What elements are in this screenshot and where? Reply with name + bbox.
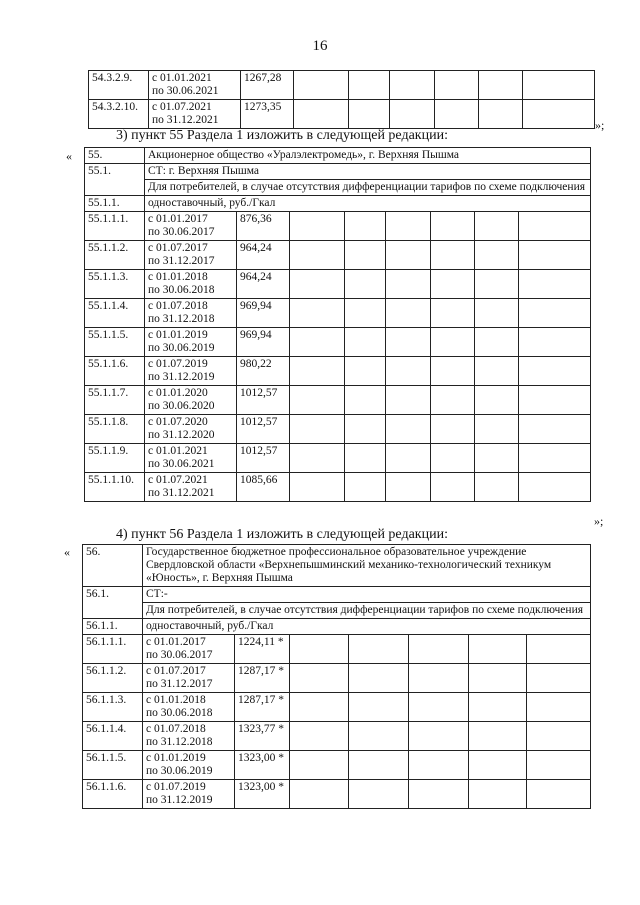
- section-4-heading: 4) пункт 56 Раздела 1 изложить в следующей редакции:: [116, 527, 448, 542]
- row-period: [145, 270, 237, 299]
- row-code: 56.1.1.6.: [83, 780, 143, 809]
- table-row: [85, 444, 591, 473]
- empty-cell: [431, 415, 475, 444]
- period-start: с 01.07.2020: [148, 416, 208, 428]
- period-end: по 31.12.2018: [146, 736, 213, 748]
- empty-cell: [345, 415, 386, 444]
- tariff-table-54: [88, 70, 595, 129]
- empty-cell: [290, 328, 345, 357]
- empty-cell: [349, 722, 409, 751]
- empty-cell: [290, 751, 349, 780]
- empty-cell: [345, 357, 386, 386]
- empty-cell: [345, 473, 386, 502]
- empty-cell: [431, 270, 475, 299]
- empty-cell: [345, 241, 386, 270]
- empty-cell: [290, 780, 349, 809]
- empty-cell: [345, 328, 386, 357]
- empty-cell: [390, 71, 435, 100]
- empty-cell: [431, 299, 475, 328]
- empty-cell: [386, 357, 431, 386]
- empty-cell: [290, 444, 345, 473]
- st-text: СТ: г. Верхняя Пышма: [145, 164, 591, 180]
- empty-cell: [527, 693, 591, 722]
- empty-cell: [349, 664, 409, 693]
- row-period: [143, 664, 235, 693]
- empty-cell: [527, 780, 591, 809]
- row-code: 56.1.1.5.: [83, 751, 143, 780]
- table-row: [85, 473, 591, 502]
- empty-cell: [290, 270, 345, 299]
- st-row: [85, 164, 591, 180]
- row-period: [143, 635, 235, 664]
- row-value: 1273,35: [241, 100, 294, 129]
- row-period: [149, 71, 241, 100]
- period-start: с 01.01.2020: [148, 387, 208, 399]
- empty-cell: [519, 328, 591, 357]
- rate-row: [85, 196, 591, 212]
- row-code: 55.1.1.3.: [85, 270, 145, 299]
- row-value: 1267,28: [241, 71, 294, 100]
- org-name: Государственное бюджетное профессиональное образовательное учреждение Свердловской области «Верхнепышминский механико-технологический техникум «Юность», г. Верхняя Пышма: [143, 545, 591, 587]
- row-value: 876,36: [237, 212, 290, 241]
- empty-cell: [386, 241, 431, 270]
- closing-quote-54: »;: [595, 118, 605, 132]
- row-period: [145, 357, 237, 386]
- table-row: [89, 100, 595, 129]
- row-value: 1224,11 *: [235, 635, 290, 664]
- empty-cell: [386, 328, 431, 357]
- empty-cell: [475, 241, 519, 270]
- table-row: [83, 751, 591, 780]
- row-value: 969,94: [237, 328, 290, 357]
- empty-cell: [349, 693, 409, 722]
- empty-cell: [386, 299, 431, 328]
- row-code: 55.1.1.4.: [85, 299, 145, 328]
- empty-cell: [431, 473, 475, 502]
- empty-cell: [475, 270, 519, 299]
- table-row: [85, 299, 591, 328]
- period-end: по 30.06.2018: [146, 707, 213, 719]
- empty-cell: [431, 444, 475, 473]
- empty-cell: [349, 751, 409, 780]
- empty-cell: [527, 664, 591, 693]
- empty-cell: [345, 444, 386, 473]
- empty-cell: [386, 212, 431, 241]
- row-code: 55.1.1.5.: [85, 328, 145, 357]
- empty-cell: [519, 415, 591, 444]
- page-number: 16: [312, 38, 328, 54]
- row-period: [145, 473, 237, 502]
- opening-quote-55: «: [66, 149, 72, 163]
- empty-cell: [349, 780, 409, 809]
- empty-cell: [475, 357, 519, 386]
- period-end: по 31.12.2019: [146, 794, 213, 806]
- period-end: по 31.12.2019: [148, 371, 215, 383]
- empty-cell: [469, 780, 527, 809]
- empty-cell: [290, 299, 345, 328]
- empty-cell: [386, 444, 431, 473]
- empty-cell: [469, 664, 527, 693]
- row-value: 969,94: [237, 299, 290, 328]
- period-start: с 01.01.2018: [148, 271, 208, 283]
- table-row: [83, 693, 591, 722]
- table-row: [85, 212, 591, 241]
- consumers-row: [85, 180, 591, 196]
- empty-cell: [290, 722, 349, 751]
- empty-cell: [290, 241, 345, 270]
- empty-cell: [349, 71, 390, 100]
- empty-cell: [345, 299, 386, 328]
- empty-cell: [345, 212, 386, 241]
- empty-cell: [345, 386, 386, 415]
- period-start: с 01.01.2017: [146, 636, 206, 648]
- table-row: [83, 664, 591, 693]
- empty-cell: [469, 751, 527, 780]
- period-end: по 30.06.2021: [152, 85, 219, 97]
- org-row: [83, 545, 591, 587]
- period-start: с 01.07.2018: [146, 723, 206, 735]
- empty-cell: [527, 635, 591, 664]
- st-code: 56.1.: [83, 587, 143, 619]
- period-start: с 01.07.2017: [148, 242, 208, 254]
- empty-cell: [519, 386, 591, 415]
- empty-cell: [431, 241, 475, 270]
- row-value: 1287,17 *: [235, 664, 290, 693]
- table-row: [85, 270, 591, 299]
- row-value: 1323,00 *: [235, 780, 290, 809]
- period-end: по 31.12.2021: [148, 487, 215, 499]
- row-code: 55.1.1.10.: [85, 473, 145, 502]
- empty-cell: [386, 270, 431, 299]
- empty-cell: [290, 357, 345, 386]
- row-code: 56.1.1.4.: [83, 722, 143, 751]
- empty-cell: [475, 328, 519, 357]
- row-value: 1085,66: [237, 473, 290, 502]
- row-period: [143, 722, 235, 751]
- org-row: [85, 148, 591, 164]
- empty-cell: [523, 71, 595, 100]
- rate-text: одноставочный, руб./Гкал: [143, 619, 591, 635]
- table-row: [85, 241, 591, 270]
- closing-quote-55: »;: [594, 514, 604, 528]
- st-text: СТ:-: [143, 587, 591, 603]
- st-code: 55.1.: [85, 164, 145, 196]
- period-start: с 01.07.2021: [148, 474, 208, 486]
- empty-cell: [386, 473, 431, 502]
- period-end: по 30.06.2021: [148, 458, 215, 470]
- period-end: по 31.12.2020: [148, 429, 215, 441]
- tariff-table-55: [84, 147, 591, 502]
- org-code: 55.: [85, 148, 145, 164]
- empty-cell: [469, 693, 527, 722]
- empty-cell: [431, 357, 475, 386]
- period-end: по 31.12.2018: [148, 313, 215, 325]
- row-value: 1012,57: [237, 386, 290, 415]
- row-code: 55.1.1.8.: [85, 415, 145, 444]
- table-row: [85, 328, 591, 357]
- empty-cell: [479, 71, 523, 100]
- row-value: 1323,00 *: [235, 751, 290, 780]
- org-name: Акционерное общество «Уралэлектромедь», г. Верхняя Пышма: [145, 148, 591, 164]
- empty-cell: [349, 100, 390, 129]
- row-period: [143, 693, 235, 722]
- consumers-text: Для потребителей, в случае отсутствия дифференциации тарифов по схеме подключения: [143, 603, 591, 619]
- row-period: [143, 780, 235, 809]
- row-period: [145, 299, 237, 328]
- empty-cell: [386, 386, 431, 415]
- table-row: [85, 415, 591, 444]
- section-3-heading: 3) пункт 55 Раздела 1 изложить в следующей редакции:: [116, 128, 448, 143]
- period-start: с 01.01.2021: [148, 445, 208, 457]
- period-start: с 01.01.2019: [146, 752, 206, 764]
- row-period: [149, 100, 241, 129]
- rate-code: 55.1.1.: [85, 196, 145, 212]
- table-row: [83, 780, 591, 809]
- row-period: [145, 444, 237, 473]
- row-code: 54.3.2.9.: [89, 71, 149, 100]
- table-row: [89, 71, 595, 100]
- row-value: 1287,17 *: [235, 693, 290, 722]
- row-code: 56.1.1.2.: [83, 664, 143, 693]
- empty-cell: [523, 100, 595, 129]
- consumers-text: Для потребителей, в случае отсутствия дифференциации тарифов по схеме подключения: [145, 180, 591, 196]
- period-start: с 01.01.2019: [148, 329, 208, 341]
- row-value: 964,24: [237, 270, 290, 299]
- empty-cell: [290, 386, 345, 415]
- empty-cell: [475, 299, 519, 328]
- row-period: [145, 241, 237, 270]
- period-start: с 01.01.2018: [146, 694, 206, 706]
- empty-cell: [290, 635, 349, 664]
- empty-cell: [519, 299, 591, 328]
- empty-cell: [290, 664, 349, 693]
- row-period: [145, 386, 237, 415]
- period-start: с 01.07.2017: [146, 665, 206, 677]
- period-end: по 30.06.2019: [146, 765, 213, 777]
- row-period: [143, 751, 235, 780]
- period-end: по 30.06.2017: [148, 226, 215, 238]
- row-code: 54.3.2.10.: [89, 100, 149, 129]
- empty-cell: [435, 71, 479, 100]
- row-period: [145, 212, 237, 241]
- empty-cell: [409, 693, 469, 722]
- empty-cell: [386, 415, 431, 444]
- period-start: с 01.07.2019: [148, 358, 208, 370]
- rate-text: одноставочный, руб./Гкал: [145, 196, 591, 212]
- empty-cell: [519, 473, 591, 502]
- st-row: [83, 587, 591, 603]
- period-end: по 30.06.2020: [148, 400, 215, 412]
- row-code: 55.1.1.7.: [85, 386, 145, 415]
- rate-row: [83, 619, 591, 635]
- row-code: 56.1.1.1.: [83, 635, 143, 664]
- table-row: [85, 386, 591, 415]
- period-end: по 31.12.2017: [148, 255, 215, 267]
- empty-cell: [290, 415, 345, 444]
- row-value: 1323,77 *: [235, 722, 290, 751]
- empty-cell: [519, 241, 591, 270]
- row-value: 1012,57: [237, 415, 290, 444]
- empty-cell: [294, 71, 349, 100]
- empty-cell: [294, 100, 349, 129]
- empty-cell: [290, 212, 345, 241]
- empty-cell: [290, 473, 345, 502]
- tariff-table-56: [82, 544, 591, 809]
- opening-quote-56: «: [64, 545, 70, 559]
- empty-cell: [435, 100, 479, 129]
- empty-cell: [469, 722, 527, 751]
- period-start: с 01.01.2017: [148, 213, 208, 225]
- empty-cell: [409, 751, 469, 780]
- period-start: с 01.07.2021: [152, 101, 212, 113]
- table-row: [83, 722, 591, 751]
- empty-cell: [409, 664, 469, 693]
- consumers-row: [83, 603, 591, 619]
- period-end: по 31.12.2017: [146, 678, 213, 690]
- rate-code: 56.1.1.: [83, 619, 143, 635]
- empty-cell: [475, 415, 519, 444]
- row-code: 55.1.1.2.: [85, 241, 145, 270]
- empty-cell: [345, 270, 386, 299]
- empty-cell: [519, 212, 591, 241]
- row-code: 55.1.1.6.: [85, 357, 145, 386]
- table-row: [85, 357, 591, 386]
- empty-cell: [527, 722, 591, 751]
- empty-cell: [519, 444, 591, 473]
- row-value: 964,24: [237, 241, 290, 270]
- empty-cell: [519, 357, 591, 386]
- empty-cell: [475, 386, 519, 415]
- table-row: [83, 635, 591, 664]
- empty-cell: [409, 722, 469, 751]
- period-start: с 01.07.2018: [148, 300, 208, 312]
- empty-cell: [390, 100, 435, 129]
- row-period: [145, 415, 237, 444]
- row-value: 980,22: [237, 357, 290, 386]
- empty-cell: [290, 693, 349, 722]
- row-code: 56.1.1.3.: [83, 693, 143, 722]
- empty-cell: [519, 270, 591, 299]
- empty-cell: [479, 100, 523, 129]
- empty-cell: [475, 212, 519, 241]
- empty-cell: [409, 780, 469, 809]
- empty-cell: [431, 328, 475, 357]
- row-code: 55.1.1.9.: [85, 444, 145, 473]
- empty-cell: [431, 386, 475, 415]
- period-end: по 31.12.2021: [152, 114, 219, 126]
- empty-cell: [431, 212, 475, 241]
- empty-cell: [527, 751, 591, 780]
- empty-cell: [409, 635, 469, 664]
- empty-cell: [475, 473, 519, 502]
- period-end: по 30.06.2019: [148, 342, 215, 354]
- period-end: по 30.06.2017: [146, 649, 213, 661]
- row-value: 1012,57: [237, 444, 290, 473]
- row-period: [145, 328, 237, 357]
- row-code: 55.1.1.1.: [85, 212, 145, 241]
- period-start: с 01.07.2019: [146, 781, 206, 793]
- period-start: с 01.01.2021: [152, 72, 212, 84]
- empty-cell: [475, 444, 519, 473]
- empty-cell: [469, 635, 527, 664]
- period-end: по 30.06.2018: [148, 284, 215, 296]
- empty-cell: [349, 635, 409, 664]
- org-code: 56.: [83, 545, 143, 587]
